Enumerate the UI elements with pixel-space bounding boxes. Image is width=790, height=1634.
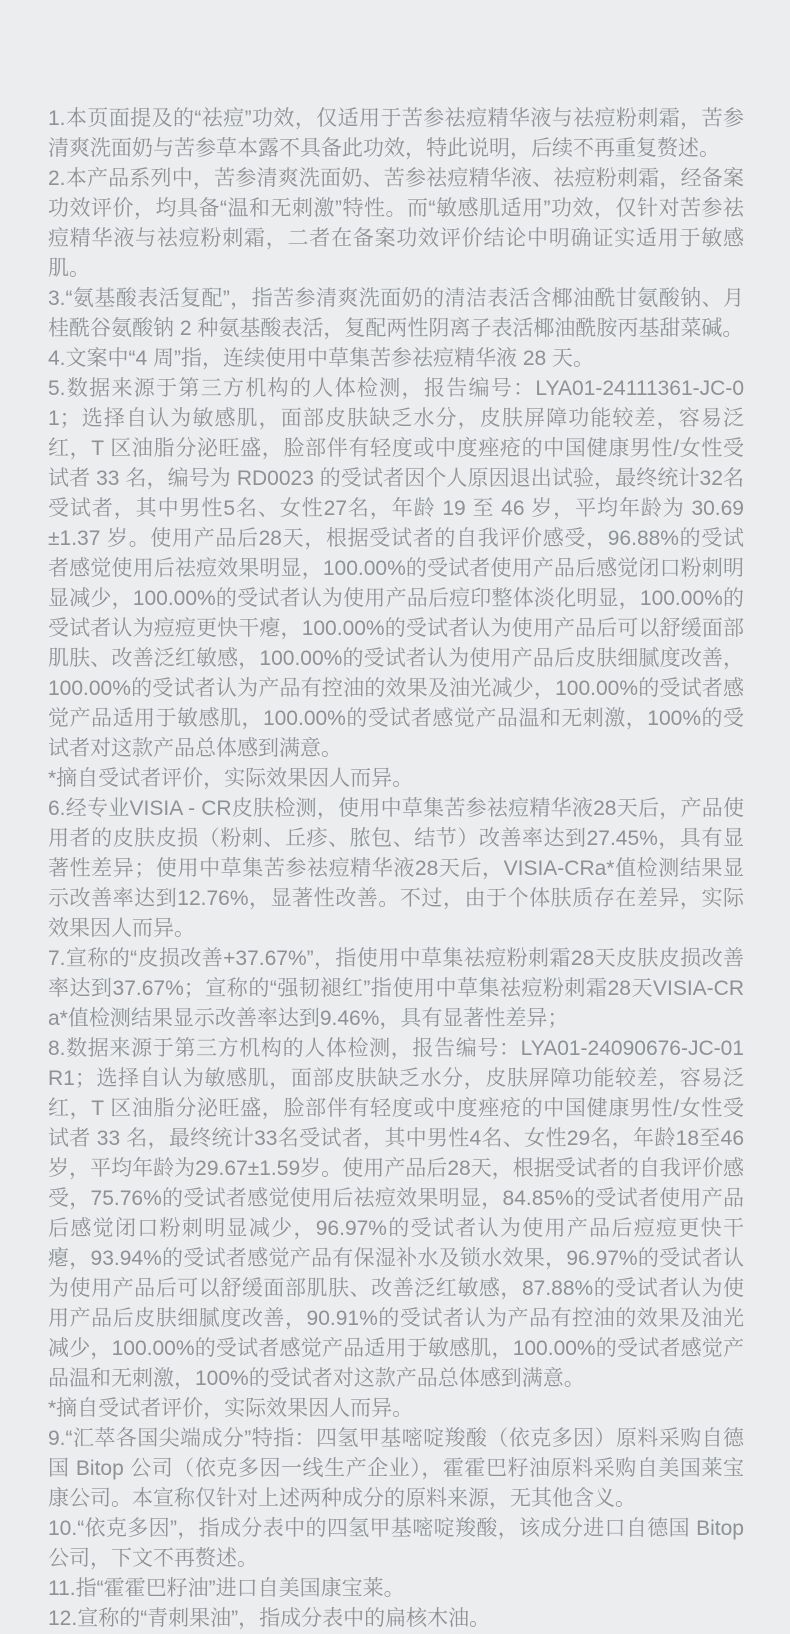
disclaimer-note-4: 4.文案中“4 周”指，连续使用中草集苦参祛痘精华液 28 天。 [48,347,595,370]
disclaimer-note-8: 8.数据来源于第三方机构的人体检测，报告编号：LYA01-24090676-JC-01R1；选择自认为敏感肌，面部皮肤缺乏水分，皮肤屏障功能较差，容易泛红，T 区油脂分泌旺盛，脸部伴有轻度或中度痤疮的中国健康男性/女性受试者 33 名，最终统计33名受试者，其中男性4名、女性29名，年龄18至46岁，平均年龄为29.67±1.59岁。使用产品后28天，根据受试者的自我评价感受，75.76%的受试者感觉使用后祛痘效果明显，84.85%的受试者使用产品后感觉闭口粉刺明显减少，96.97%的受试者认为使用产品后痘痘更快干瘪，93.94%的受试者感觉产品有保湿补水及锁水效果，96.97%的受试者认为使用产品后可以舒缓面部肌肤、改善泛红敏感，87.88%的受试者认为使用产品后皮肤细腻度改善，90.91%的受试者认为产品有控油的效果及油光减少，100.00%的受试者感觉产品适用于敏感肌，100.00%的受试者感觉产品温和无刺激，100%的受试者对这款产品总体感到满意。 [48,1037,744,1390]
disclaimer-note-10: 10.“依克多因”，指成分表中的四氢甲基嘧啶羧酸，该成分进口自德国 Bitop 公司，下文不再赘述。 [48,1517,744,1570]
disclaimer-note-1: 1.本页面提及的“祛痘”功效，仅适用于苦参祛痘精华液与祛痘粉刺霜，苦参清爽洗面奶与苦参草本露不具备此功效，特此说明，后续不再重复赘述。 [48,107,744,160]
disclaimer-note-3: 3.“氨基酸表活复配”，指苦参清爽洗面奶的清洁表活含椰油酰甘氨酸钠、月桂酰谷氨酸钠 2 种氨基酸表活，复配两性阴离子表活椰油酰胺丙基甜菜碱。 [48,287,744,340]
disclaimer-note-12: 12.宣称的“青刺果油”，指成分表中的扁核木油。 [48,1607,491,1630]
disclaimer-note-11: 11.指“霍霍巴籽油”进口自美国康宝莱。 [48,1577,405,1600]
disclaimer-note-9: 9.“汇萃各国尖端成分”特指：四氢甲基嘧啶羧酸（依克多因）原料采购自德国 Bitop 公司（依克多因一线生产企业），霍霍巴籽油原料采购自美国莱宝康公司。本宣称仅针对上述两种成分的原料来源，无其他含义。 [48,1427,744,1510]
footnote-subject-quote-2: *摘自受试者评价，实际效果因人而异。 [48,1397,414,1420]
footnote-subject-quote-1: *摘自受试者评价，实际效果因人而异。 [48,767,414,790]
disclaimer-note-2: 2.本产品系列中，苦参清爽洗面奶、苦参祛痘精华液、祛痘粉刺霜，经备案功效评价，均具备“温和无刺激”特性。而“敏感肌适用”功效，仅针对苦参祛痘精华液与祛痘粉刺霜，二者在备案功效评价结论中明确证实适用于敏感肌。 [48,167,744,280]
disclaimer-note-5: 5.数据来源于第三方机构的人体检测，报告编号：LYA01-24111361-JC-01；选择自认为敏感肌，面部皮肤缺乏水分，皮肤屏障功能较差，容易泛红，T 区油脂分泌旺盛，脸部伴有轻度或中度痤疮的中国健康男性/女性受试者 33 名，编号为 RD0023 的受试者因个人原因退出试验，最终统计32名受试者，其中男性5名、女性27名，年龄 19 至 46 岁，平均年龄为 30.69±1.37 岁。使用产品后28天，根据受试者的自我评价感受，96.88%的受试者感觉使用后祛痘效果明显，100.00%的受试者使用产品后感觉闭口粉刺明显减少，100.00%的受试者认为使用产品后痘印整体淡化明显，100.00%的受试者认为痘痘更快干瘪，100.00%的受试者认为使用产品后可以舒缓面部肌肤、改善泛红敏感，100.00%的受试者认为使用产品后皮肤细腻度改善，100.00%的受试者认为产品有控油的效果及油光减少，100.00%的受试者感觉产品适用于敏感肌，100.00%的受试者感觉产品温和无刺激，100%的受试者对这款产品总体感到满意。 [48,377,744,760]
disclaimer-note-6: 6.经专业VISIA - CR皮肤检测，使用中草集苦参祛痘精华液28天后，产品使用者的皮肤皮损（粉刺、丘疹、脓包、结节）改善率达到27.45%，具有显著性差异；使用中草集苦参祛痘精华液28天后，VISIA-CRa*值检测结果显示改善率达到12.76%，显著性改善。不过，由于个体肤质存在差异，实际效果因人而异。 [48,797,744,940]
disclaimer-note-7: 7.宣称的“皮损改善+37.67%”，指使用中草集祛痘粉刺霜28天皮肤皮损改善率达到37.67%；宣称的“强韧褪红”指使用中草集祛痘粉刺霜28天VISIA-CR a*值检测结果显示改善率达到9.46%，具有显著性差异； [48,947,744,1030]
